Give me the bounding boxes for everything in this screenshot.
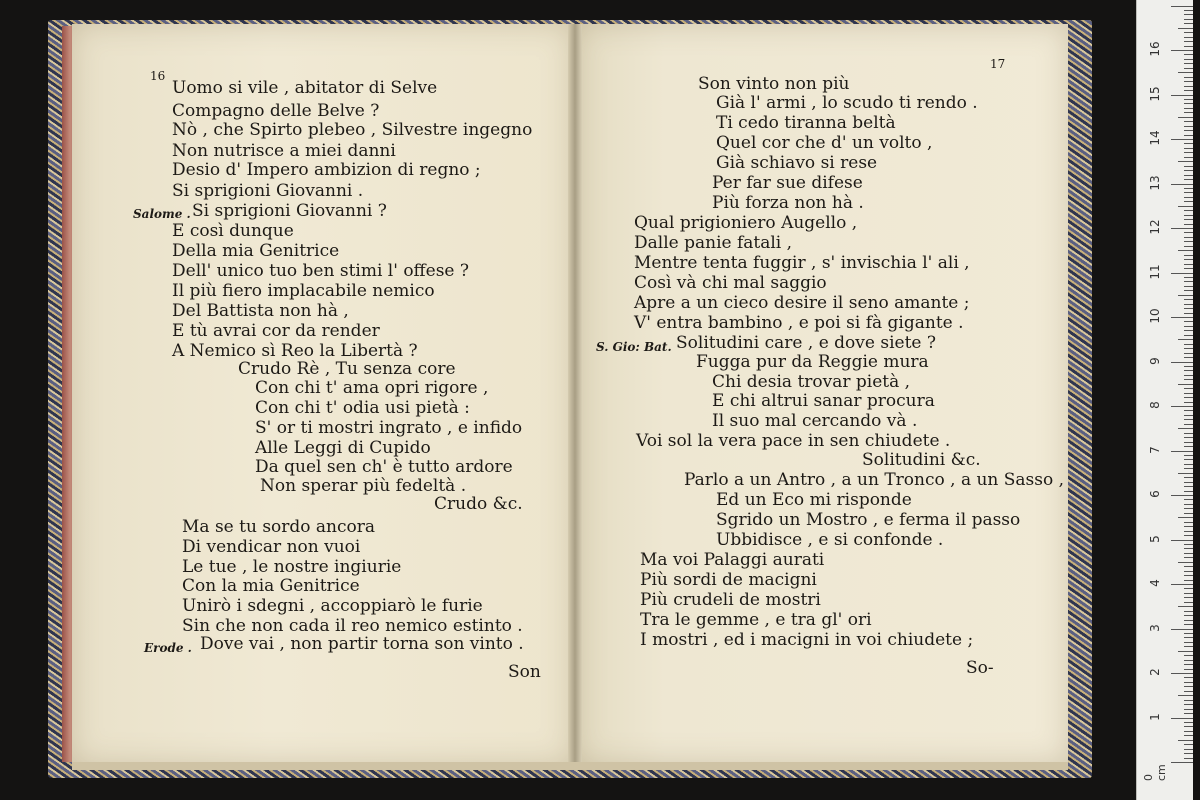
text-line: Unirò i sdegni , accoppiarò le furie (182, 596, 483, 616)
ruler-tick (1184, 299, 1193, 300)
left-page-number: 16 (150, 69, 166, 83)
ruler-tick (1178, 740, 1193, 741)
ruler-tick (1184, 326, 1193, 327)
ruler-tick (1184, 722, 1193, 723)
ruler-tick (1184, 535, 1193, 536)
ruler-tick (1184, 557, 1193, 558)
ruler-tick (1184, 393, 1193, 394)
ruler-tick (1184, 642, 1193, 643)
ruler-tick (1184, 593, 1193, 594)
ruler-number: 6 (1148, 490, 1162, 498)
text-line: Apre a un cieco desire il seno amante ; (634, 293, 970, 313)
catchword: Son (508, 662, 541, 682)
ruler-tick (1184, 709, 1193, 710)
ruler-tick (1184, 646, 1193, 647)
ruler-tick (1184, 353, 1193, 354)
text-line: Per far sue difese (712, 173, 863, 193)
text-line: Dell' unico tuo ben stimi l' offese ? (172, 261, 469, 281)
text-line: Più sordi de macigni (640, 570, 817, 590)
ruler-tick (1184, 588, 1193, 589)
text-line: Uomo si vile , abitator di Selve (172, 78, 438, 98)
ruler-tick (1184, 32, 1193, 33)
text-line: Con la mia Genitrice (182, 576, 360, 596)
ruler-tick (1184, 424, 1193, 425)
ruler-tick (1184, 192, 1193, 193)
ruler-tick (1184, 660, 1193, 661)
text-line: Parlo a un Antro , a un Tronco , a un Sasso , (684, 470, 1065, 490)
ruler-tick (1171, 50, 1193, 51)
ruler-tick (1184, 59, 1193, 60)
text-line: Della mia Genitrice (172, 241, 340, 261)
ruler-tick (1184, 664, 1193, 665)
ruler-tick (1184, 63, 1193, 64)
ruler-tick (1184, 370, 1193, 371)
ruler-tick (1184, 686, 1193, 687)
page-bottom-edge (72, 762, 1068, 770)
ruler-tick (1184, 170, 1193, 171)
ruler-tick (1184, 290, 1193, 291)
ruler-tick (1171, 495, 1193, 496)
ruler-tick (1184, 166, 1193, 167)
ruler-number: 2 (1148, 668, 1162, 676)
text-line: Già l' armi , lo scudo ti rendo . (716, 93, 978, 113)
ruler-tick (1184, 77, 1193, 78)
ruler-tick (1184, 388, 1193, 389)
ruler-tick (1184, 126, 1193, 127)
ruler-tick (1184, 442, 1193, 443)
ruler-tick (1184, 175, 1193, 176)
ruler-tick (1178, 651, 1193, 652)
ruler-tick (1178, 72, 1193, 73)
ruler-tick (1184, 669, 1193, 670)
ruler-number: 8 (1148, 401, 1162, 409)
ruler-tick (1184, 620, 1193, 621)
ruler-number: 1 (1148, 712, 1162, 721)
ruler-tick (1178, 562, 1193, 563)
ruler-tick (1184, 68, 1193, 69)
ruler-tick (1184, 731, 1193, 732)
text-line: E così dunque (172, 221, 294, 241)
ruler-tick (1184, 135, 1193, 136)
text-line: Ma voi Palaggi aurati (640, 550, 825, 570)
ruler-tick (1184, 419, 1193, 420)
ruler-tick (1178, 28, 1193, 29)
text-line: A Nemico sì Reo la Libertà ? (172, 341, 418, 361)
text-line: Si sprigioni Giovanni ? (192, 201, 387, 221)
ruler-tick (1184, 108, 1193, 109)
text-line: Ti cedo tiranna beltà (716, 113, 896, 133)
ruler-tick (1184, 486, 1193, 487)
text-line: Ma se tu sordo ancora (182, 517, 376, 537)
text-line: Voi sol la vera pace in sen chiudete . (636, 431, 951, 451)
ruler-tick (1184, 255, 1193, 256)
ruler-tick (1184, 366, 1193, 367)
ruler-tick (1171, 451, 1193, 452)
text-line: Di vendicar non vuoi (182, 537, 361, 557)
text-line: Non nutrisce a miei danni (172, 141, 396, 161)
ruler-number: 12 (1148, 219, 1162, 235)
ruler-tick (1178, 117, 1193, 118)
ruler-tick (1184, 433, 1193, 434)
ruler-tick (1184, 90, 1193, 91)
ruler-tick (1178, 206, 1193, 207)
ruler-tick (1184, 682, 1193, 683)
ruler-tick (1184, 148, 1193, 149)
ruler-tick (1178, 339, 1193, 340)
ruler-tick (1184, 330, 1193, 331)
ruler-tick (1184, 246, 1193, 247)
ruler-unit-label: 0 cm (1142, 764, 1168, 781)
ruler-tick (1184, 744, 1193, 745)
ruler-tick (1184, 375, 1193, 376)
text-line: Sgrido un Mostro , e ferma il passo (716, 510, 1021, 530)
ruler-tick (1184, 410, 1193, 411)
ruler-number: 15 (1148, 85, 1162, 102)
text-line: Così và chi mal saggio (634, 273, 827, 293)
ruler-tick (1178, 473, 1193, 474)
ruler-tick (1184, 677, 1193, 678)
text-line: Crudo Rè , Tu senza core (238, 359, 456, 379)
ruler-tick (1184, 700, 1193, 701)
text-line: Quel cor che d' un volto , (716, 133, 933, 153)
ruler-tick (1171, 540, 1193, 541)
ruler-tick (1184, 379, 1193, 380)
ruler-tick (1184, 437, 1193, 438)
ruler-tick (1184, 197, 1193, 198)
ruler-tick (1184, 41, 1193, 42)
ruler-tick (1171, 362, 1193, 363)
ruler-tick (1184, 753, 1193, 754)
text-line: E chi altrui sanar procura (712, 391, 935, 411)
ruler-tick (1184, 348, 1193, 349)
ruler-tick (1171, 317, 1193, 318)
text-line: Solitudini &c. (862, 450, 981, 470)
ruler-tick (1171, 184, 1193, 185)
ruler-tick (1184, 637, 1193, 638)
ruler-tick (1184, 691, 1193, 692)
text-line: Chi desia trovar pietà , (712, 372, 911, 392)
ruler-tick (1184, 344, 1193, 345)
ruler-tick (1184, 308, 1193, 309)
ruler-tick (1184, 397, 1193, 398)
ruler-tick (1184, 304, 1193, 305)
ruler-tick (1184, 482, 1193, 483)
text-line: V' entra bambino , e poi si fà gigante . (634, 313, 964, 333)
ruler-tick (1184, 544, 1193, 545)
speaker-name: Salome . (133, 207, 191, 221)
text-line: Non sperar più fedeltà . (260, 476, 467, 496)
ruler-tick (1171, 629, 1193, 630)
ruler-number: 3 (1148, 623, 1162, 632)
text-line: Sin che non cada il reo nemico estinto . (182, 616, 523, 636)
ruler-number: 9 (1148, 356, 1162, 365)
ruler-tick (1178, 695, 1193, 696)
ruler-tick (1184, 468, 1193, 469)
ruler-tick (1184, 548, 1193, 549)
text-line: Solitudini care , e dove siete ? (676, 333, 936, 353)
ruler-tick (1184, 402, 1193, 403)
ruler-tick (1184, 179, 1193, 180)
ruler-tick (1171, 273, 1193, 274)
ruler-tick (1184, 264, 1193, 265)
ruler-tick (1171, 95, 1193, 96)
text-line: Crudo &c. (434, 494, 523, 514)
text-line: Dalle panie fatali , (634, 233, 793, 253)
speaker-name: Erode . (144, 641, 192, 655)
ruler-tick (1184, 232, 1193, 233)
ruler-tick (1178, 250, 1193, 251)
ruler-tick (1184, 602, 1193, 603)
ruler-tick (1184, 210, 1193, 211)
ruler-tick (1184, 611, 1193, 612)
ruler-tick (1184, 54, 1193, 55)
ruler-tick (1184, 19, 1193, 20)
ruler-tick (1184, 655, 1193, 656)
catchword: So- (966, 658, 994, 678)
ruler-tick (1184, 758, 1193, 759)
ruler-tick (1184, 277, 1193, 278)
text-line: I mostri , ed i macigni in voi chiudete ; (640, 630, 974, 650)
ruler-number: 13 (1148, 174, 1162, 191)
ruler-number: 16 (1148, 41, 1162, 57)
text-line: Alle Leggi di Cupido (255, 438, 431, 458)
ruler-tick (1184, 726, 1193, 727)
ruler-tick (1184, 219, 1193, 220)
book-gutter (568, 24, 582, 764)
ruler-tick (1184, 259, 1193, 260)
ruler-tick (1184, 46, 1193, 47)
ruler-number: 4 (1148, 579, 1162, 587)
text-line: Più forza non hà . (712, 193, 864, 213)
ruler-tick (1184, 566, 1193, 567)
ruler-tick (1184, 749, 1193, 750)
text-line: Compagno delle Belve ? (172, 101, 380, 121)
ruler-tick (1184, 103, 1193, 104)
ruler-tick (1184, 10, 1193, 11)
speaker-name: S. Gio: Bat. (596, 340, 672, 354)
ruler-tick (1184, 575, 1193, 576)
ruler-tick (1184, 143, 1193, 144)
ruler-tick (1184, 357, 1193, 358)
ruler-number: 10 (1148, 308, 1162, 324)
text-line: Già schiavo si rese (716, 153, 878, 173)
text-line: Son vinto non più (698, 74, 850, 94)
ruler-tick (1184, 99, 1193, 100)
ruler-tick (1184, 464, 1193, 465)
ruler-tick (1184, 704, 1193, 705)
ruler-tick (1184, 188, 1193, 189)
text-line: Ubbidisce , e si confonde . (716, 530, 944, 550)
ruler-tick (1171, 139, 1193, 140)
ruler-tick (1184, 201, 1193, 202)
text-line: Del Battista non hà , (172, 301, 349, 321)
text-line: Fugga pur da Reggie mura (696, 352, 929, 372)
ruler-tick (1184, 446, 1193, 447)
ruler-tick (1184, 504, 1193, 505)
ruler-tick (1184, 553, 1193, 554)
text-line: S' or ti mostri ingrato , e infido (255, 418, 523, 438)
ruler-tick (1184, 23, 1193, 24)
ruler-tick (1184, 81, 1193, 82)
ruler-tick (1184, 526, 1193, 527)
ruler-tick (1178, 428, 1193, 429)
text-line: Qual prigioniero Augello , (634, 213, 858, 233)
ruler-tick (1184, 313, 1193, 314)
measuring-ruler (1136, 0, 1193, 800)
ruler-tick (1184, 499, 1193, 500)
text-line: Desio d' Impero ambizion di regno ; (172, 160, 481, 180)
ruler-tick (1184, 121, 1193, 122)
ruler-tick (1184, 477, 1193, 478)
ruler-tick (1171, 762, 1193, 763)
ruler-tick (1178, 517, 1193, 518)
text-line: Il più fiero implacabile nemico (172, 281, 435, 301)
text-line: E tù avrai cor da render (172, 321, 380, 341)
ruler-tick (1184, 130, 1193, 131)
ruler-tick (1184, 286, 1193, 287)
ruler-tick (1184, 152, 1193, 153)
ruler-tick (1184, 459, 1193, 460)
text-line: Con chi t' ama opri rigore , (255, 378, 489, 398)
ruler-tick (1184, 633, 1193, 634)
right-page-number: 17 (990, 57, 1006, 71)
text-line: Mentre tenta fuggir , s' invischia l' ali , (634, 253, 970, 273)
ruler-tick (1178, 161, 1193, 162)
ruler-tick (1171, 406, 1193, 407)
ruler-tick (1184, 580, 1193, 581)
ruler-number: 5 (1148, 534, 1162, 543)
ruler-tick (1184, 531, 1193, 532)
ruler-number: 11 (1148, 263, 1162, 280)
ruler-tick (1178, 295, 1193, 296)
ruler-tick (1184, 624, 1193, 625)
ruler-tick (1184, 513, 1193, 514)
ruler-tick (1184, 37, 1193, 38)
text-line: Si sprigioni Giovanni . (172, 181, 364, 201)
ruler-tick (1178, 606, 1193, 607)
ruler-tick (1184, 86, 1193, 87)
ruler-tick (1184, 224, 1193, 225)
ruler-tick (1171, 584, 1193, 585)
ruler-tick (1184, 335, 1193, 336)
text-line: Nò , che Spirto plebeo , Silvestre ingegno (172, 120, 533, 140)
ruler-number: 14 (1148, 130, 1162, 146)
ruler-tick (1184, 415, 1193, 416)
ruler-tick (1184, 321, 1193, 322)
ruler-number: 7 (1148, 445, 1162, 454)
text-line: Dove vai , non partir torna son vinto . (200, 634, 524, 654)
text-line: Tra le gemme , e tra gl' ori (640, 610, 872, 630)
ruler-tick (1184, 157, 1193, 158)
text-line: Il suo mal cercando và . (712, 411, 918, 431)
ruler-tick (1184, 14, 1193, 15)
text-line: Ed un Eco mi risponde (716, 490, 912, 510)
text-line: Con chi t' odia usi pietà : (255, 398, 470, 418)
text-line: Le tue , le nostre ingiurie (182, 557, 402, 577)
ruler-tick (1184, 522, 1193, 523)
ruler-tick (1171, 718, 1193, 719)
ruler-tick (1184, 241, 1193, 242)
text-line: Più crudeli de mostri (640, 590, 821, 610)
text-line: Da quel sen ch' è tutto ardore (255, 457, 513, 477)
ruler-tick (1184, 713, 1193, 714)
ruler-tick (1171, 228, 1193, 229)
ruler-tick (1178, 384, 1193, 385)
ruler-tick (1184, 268, 1193, 269)
ruler-tick (1171, 6, 1193, 7)
ruler-tick (1184, 281, 1193, 282)
ruler-tick (1184, 571, 1193, 572)
ruler-tick (1184, 455, 1193, 456)
ruler-tick (1184, 491, 1193, 492)
ruler-tick (1184, 615, 1193, 616)
ruler-tick (1184, 735, 1193, 736)
ruler-tick (1171, 673, 1193, 674)
ruler-tick (1184, 215, 1193, 216)
ruler-tick (1184, 112, 1193, 113)
ruler-tick (1184, 597, 1193, 598)
ruler-tick (1184, 237, 1193, 238)
ruler-tick (1184, 508, 1193, 509)
